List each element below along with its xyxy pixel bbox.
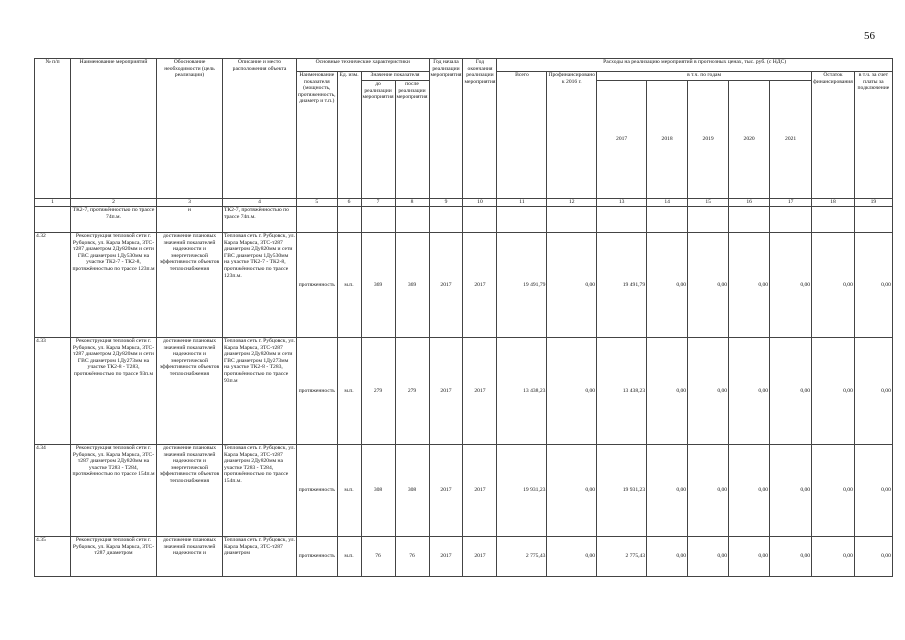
cont-justification: н — [157, 207, 223, 233]
row-remaining: 0,00 — [812, 537, 855, 577]
row-2020: 0,00 — [729, 537, 770, 577]
col-number: 11 — [497, 199, 547, 207]
row-total: 2 775,43 — [497, 537, 547, 577]
row-before: 76 — [361, 537, 395, 577]
header-year-end: Год окончания реализации мероприятия — [463, 59, 497, 199]
page-number: 56 — [864, 30, 875, 42]
row-num: 4.35 — [35, 537, 71, 577]
header-num: № п/п — [35, 59, 71, 199]
row-2018: 0,00 — [647, 338, 688, 445]
row-2020: 0,00 — [729, 445, 770, 537]
row-financed: 0,00 — [547, 445, 597, 537]
cont-description: ТК2-7, протяжённостью по трассе 74п.м. — [223, 207, 297, 233]
row-2020: 0,00 — [729, 233, 770, 338]
row-2018: 0,00 — [647, 233, 688, 338]
row-financed: 0,00 — [547, 338, 597, 445]
row-2020: 0,00 — [729, 338, 770, 445]
continuation-row — [35, 207, 893, 233]
row-year-end: 2017 — [463, 445, 497, 537]
header-description: Описание и место расположения объекта — [223, 59, 297, 199]
col-number: 1 — [35, 199, 71, 207]
header-tech: Основные технические характеристики — [297, 59, 430, 72]
row-description: Тепловая сеть г. Рубцовск, ул. Карла Маркса, ЗТС-т287 диаметром — [223, 537, 297, 577]
row-fee: 0,00 — [854, 445, 892, 537]
row-indicator: протяженность — [297, 233, 338, 338]
row-financed: 0,00 — [547, 537, 597, 577]
table-row — [35, 445, 893, 537]
col-number: 10 — [463, 199, 497, 207]
header-year-2019: 2019 — [688, 81, 729, 199]
row-fee: 0,00 — [854, 233, 892, 338]
header-year-2018: 2018 — [647, 81, 688, 199]
row-2018: 0,00 — [647, 445, 688, 537]
row-justification: достижение плановых значений показателей надежности и — [157, 537, 223, 577]
column-numbers-row — [35, 199, 893, 207]
row-year-start: 2017 — [429, 338, 463, 445]
header-value: Значение показателя — [361, 72, 429, 81]
row-indicator: протяженность — [297, 537, 338, 577]
row-2019: 0,00 — [688, 537, 729, 577]
header-year-2020: 2020 — [729, 81, 770, 199]
col-number: 14 — [647, 199, 688, 207]
row-description: Тепловая сеть г. Рубцовск, ул. Карла Маркса, ЗТС-т287 диаметром 2Ду820мм на участке Т283 - Т284, протяжённостью по трассе 154п.м. — [223, 445, 297, 537]
row-2017: 19 491,79 — [597, 233, 647, 338]
row-year-start: 2017 — [429, 445, 463, 537]
row-total: 19 491,79 — [497, 233, 547, 338]
row-remaining: 0,00 — [812, 445, 855, 537]
row-name: Реконструкция тепловой сети г. Рубцовск, ул. Карла Маркса, ЗТС-т287 диаметром — [71, 537, 157, 577]
row-before: 308 — [361, 445, 395, 537]
header-row-1 — [35, 59, 893, 72]
row-after: 76 — [395, 537, 429, 577]
table-row — [35, 537, 893, 577]
row-remaining: 0,00 — [812, 338, 855, 445]
row-indicator: протяженность — [297, 338, 338, 445]
row-after: 279 — [395, 338, 429, 445]
row-2017: 13 438,23 — [597, 338, 647, 445]
row-fee: 0,00 — [854, 338, 892, 445]
row-unit: м.п. — [337, 537, 361, 577]
col-number: 5 — [297, 199, 338, 207]
row-justification: достижение плановых значений показателей надежности и энергетической эффективности объектов теплоснабжения — [157, 338, 223, 445]
row-2018: 0,00 — [647, 537, 688, 577]
header-year-start: Год начала реализации мероприятия — [429, 59, 463, 199]
cont-name: ТК2-7, протяжённостью по трассе 74п.м. — [71, 207, 157, 233]
row-before: 369 — [361, 233, 395, 338]
row-justification: достижение плановых значений показателей надежности и энергетической эффективности объектов теплоснабжения — [157, 233, 223, 338]
header-incl-fee: в т.ч. за счет платы за подключение — [854, 72, 892, 199]
row-year-end: 2017 — [463, 233, 497, 338]
header-total: Всего — [497, 72, 547, 199]
row-year-end: 2017 — [463, 537, 497, 577]
row-after: 369 — [395, 233, 429, 338]
header-tech-name: Наименование показателя (мощность, протяженность, диаметр и т.п.) — [297, 72, 338, 199]
row-name: Реконструкция тепловой сети г. Рубцовск, ул. Карла Маркса, ЗТС-т287 диаметром 2Ду820мм на участке Т283 - Т284, протяжённостью по трассе 154п.м — [71, 445, 157, 537]
header-before: до реализации мероприятия — [361, 81, 395, 199]
col-number: 12 — [547, 199, 597, 207]
row-total: 19 931,23 — [497, 445, 547, 537]
row-unit: м.п. — [337, 445, 361, 537]
row-num: 4.32 — [35, 233, 71, 338]
row-description: Тепловая сеть г. Рубцовск, ул. Карла Маркса, ЗТС-т287 диаметром 2Ду820мм и сети ГВС диаметром 1Ду530мм на участке ТК2-7 - ТК2-8, протяжённостью по трассе 123п.м. — [223, 233, 297, 338]
col-number: 4 — [223, 199, 297, 207]
row-year-start: 2017 — [429, 537, 463, 577]
row-num: 4.33 — [35, 338, 71, 445]
header-remaining: Остаток финансирования — [812, 72, 855, 199]
header-name: Наименование мероприятий — [71, 59, 157, 199]
row-justification: достижение плановых значений показателей надежности и энергетической эффективности объектов теплоснабжения — [157, 445, 223, 537]
row-financed: 0,00 — [547, 233, 597, 338]
row-2021: 0,00 — [770, 537, 812, 577]
row-fee: 0,00 — [854, 537, 892, 577]
col-number: 7 — [361, 199, 395, 207]
row-after: 308 — [395, 445, 429, 537]
row-unit: м.п. — [337, 338, 361, 445]
row-2021: 0,00 — [770, 338, 812, 445]
row-indicator: протяженность — [297, 445, 338, 537]
table-row — [35, 338, 893, 445]
row-2021: 0,00 — [770, 445, 812, 537]
row-2017: 19 931,23 — [597, 445, 647, 537]
col-number: 13 — [597, 199, 647, 207]
row-name: Реконструкция тепловой сети г. Рубцовск, ул. Карла Маркса, ЗТС-т287 диаметром 2Ду820мм и сети ГВС диаметром 1Ду273мм на участке ТК2-8 - Т283, протяжённостью по трассе 93п.м — [71, 338, 157, 445]
header-financed: Профинансировано к 2016 г. — [547, 72, 597, 199]
header-year-2017: 2017 — [597, 81, 647, 199]
row-total: 13 438,23 — [497, 338, 547, 445]
col-number: 9 — [429, 199, 463, 207]
row-year-end: 2017 — [463, 338, 497, 445]
row-2017: 2 775,43 — [597, 537, 647, 577]
row-name: Реконструкция тепловой сети г. Рубцовск, ул. Карла Маркса, ЗТС-т287 диаметром 2Ду820мм и сети ГВС диаметром 1Ду530мм на участке ТК2-7 - ТК2-8, протяжённостью по трассе 123п.м — [71, 233, 157, 338]
col-number: 17 — [770, 199, 812, 207]
row-unit: м.п. — [337, 233, 361, 338]
col-number: 15 — [688, 199, 729, 207]
row-2019: 0,00 — [688, 233, 729, 338]
row-description: Тепловая сеть г. Рубцовск, ул. Карла Маркса, ЗТС-т287 диаметром 2Ду820мм и сети ГВС диаметром 1Ду273мм на участке ТК2-8 - Т283, протяжённостью по трассе 93п.м — [223, 338, 297, 445]
header-justification: Обоснование необходимости (цель реализации) — [157, 59, 223, 199]
col-number: 3 — [157, 199, 223, 207]
row-2019: 0,00 — [688, 445, 729, 537]
header-unit: Ед. изм. — [337, 72, 361, 199]
col-number: 16 — [729, 199, 770, 207]
col-number: 6 — [337, 199, 361, 207]
row-num: 4.34 — [35, 445, 71, 537]
row-2021: 0,00 — [770, 233, 812, 338]
header-costs: Расходы на реализацию мероприятий в прогнозных ценах, тыс. руб. (с НДС) — [497, 59, 892, 72]
col-number: 2 — [71, 199, 157, 207]
table-row — [35, 233, 893, 338]
col-number: 19 — [854, 199, 892, 207]
header-after: после реализации мероприятия — [395, 81, 429, 199]
investment-table — [34, 58, 893, 577]
row-2019: 0,00 — [688, 338, 729, 445]
row-remaining: 0,00 — [812, 233, 855, 338]
header-year-2021: 2021 — [770, 81, 812, 199]
col-number: 18 — [812, 199, 855, 207]
row-year-start: 2017 — [429, 233, 463, 338]
col-number: 8 — [395, 199, 429, 207]
header-by-years: в т.ч. по годам — [597, 72, 812, 81]
row-before: 279 — [361, 338, 395, 445]
